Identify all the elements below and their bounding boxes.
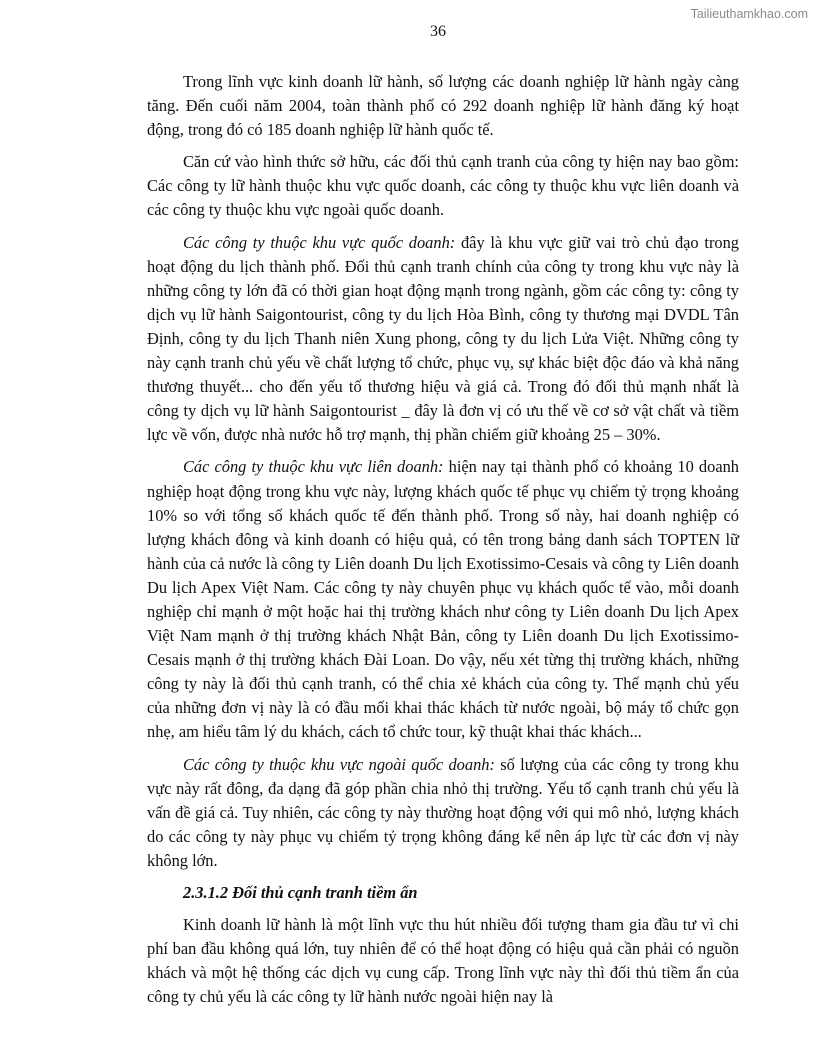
lead-private: Các công ty thuộc khu vực ngoài quốc doanh:	[183, 754, 495, 774]
text-private: số lượng của các công ty trong khu vực này rất đông, đa dạng đã góp phần chia nhỏ thị trường. Yếu tố cạnh tranh chủ yếu là vấn đề giá cả. Tuy nhiên, các công ty này thường hoạt động với qui mô nhỏ, lượng khách do các công ty này phục vụ chiếm tỷ trọng không đáng kể nên áp lực từ các đơn vị này không lớn.	[147, 754, 740, 870]
document-body	[147, 70, 739, 1017]
paragraph-state-owned	[147, 231, 739, 448]
text-state-owned: đây là khu vực giữ vai trò chủ đạo trong hoạt động du lịch thành phố. Đối thủ cạnh tranh chính của công ty trong khu vực này là những công ty lớn đã có thời gian hoạt động mạnh trong ngành, gồm các công ty: công ty dịch vụ lữ hành Saigontourist, công ty du lịch Hòa Bình, công ty thương mại DVDL Tân Định, công ty du lịch Thanh niên Xung phong, công ty du lịch Lửa Việt. Những công ty này cạnh tranh chủ yếu về chất lượng tổ chức, phục vụ, sự khác biệt độc đáo và khả năng thương thuyết... cho đến yếu tố thương hiệu và giá cả. Trong đó đối thủ mạnh nhất là công ty dịch vụ lữ hành Saigontourist _ đây là đơn vị có ưu thế về cơ sở vật chất và tiềm lực về vốn, được nhà nước hỗ trợ mạnh, thị phần chiếm giữ khoảng 25 – 30%.	[147, 232, 739, 445]
lead-state-owned: Các công ty thuộc khu vực quốc doanh:	[183, 232, 456, 252]
section-heading: 2.3.1.2 Đối thủ cạnh tranh tiềm ẩn	[183, 883, 418, 902]
paragraph-private	[147, 753, 739, 873]
page-number: 36	[430, 23, 446, 40]
paragraph-joint-venture	[147, 455, 739, 744]
paragraph-intro: Trong lĩnh vực kinh doanh lữ hành, số lượng các doanh nghiệp lữ hành ngày càng tăng. Đến cuối năm 2004, toàn thành phố có 292 doanh nghiệp lữ hành đăng ký hoạt động, trong đó có 185 doanh nghiệp lữ hành quốc tế.	[147, 72, 739, 140]
paragraph-final: Kinh doanh lữ hành là một lĩnh vực thu hút nhiều đối tượng tham gia đầu tư vì chi phí ban đầu không quá lớn, tuy nhiên để có thể hoạt động có hiệu quả cần phải có nguồn khách và một hệ thống các dịch vụ cung cấp. Trong lĩnh vực này thì đối thủ tiềm ẩn của công ty chủ yếu là các công ty lữ hành nước ngoài hiện nay là	[147, 915, 739, 1007]
lead-joint-venture: Các công ty thuộc khu vực liên doanh:	[183, 457, 444, 477]
watermark: Tailieuthamkhao.com	[690, 7, 808, 21]
text-joint-venture: hiện nay tại thành phố có khoảng 10 doanh nghiệp hoạt động trong khu vực này, lượng khách quốc tế phục vụ chiếm tỷ trọng khoảng 10% so với tổng số khách quốc tế đến thành phố. Trong số này, hai doanh nghiệp có lượng khách đông và kinh doanh có hiệu quả, có tên trong bảng danh sách TOPTEN lữ hành của cả nước là công ty Liên doanh Du lịch Exotissimo-Cesais và công ty Liên doanh Du lịch Apex Việt Nam. Các công ty này chuyên phục vụ khách quốc tế vào, mỗi doanh nghiệp chỉ mạnh ở một hoặc hai thị trường khách như công ty Liên doanh Du lịch Apex Việt Nam mạnh ở thị trường khách Nhật Bản, công ty Liên doanh Du lịch Exotissimo-Cesais mạnh ở thị trường khách Đài Loan. Do vậy, nếu xét từng thị trường khách, những công ty này là đối thủ cạnh tranh, có thể chia xẻ khách của công ty. Thế mạnh chủ yếu của những đơn vị này là có đầu mối khai thác khách từ nước ngoài, bộ máy tổ chức gọn nhẹ, am hiểu tâm lý du khách, cách tổ chức tour, kỹ thuật khai thác khách...	[147, 457, 739, 742]
paragraph-ownership: Căn cứ vào hình thức sở hữu, các đối thủ cạnh tranh của công ty hiện nay bao gồm: Các công ty lữ hành thuộc khu vực quốc doanh, các công ty thuộc khu vực liên doanh và các công ty thuộc khu vực ngoài quốc doanh.	[147, 152, 739, 220]
